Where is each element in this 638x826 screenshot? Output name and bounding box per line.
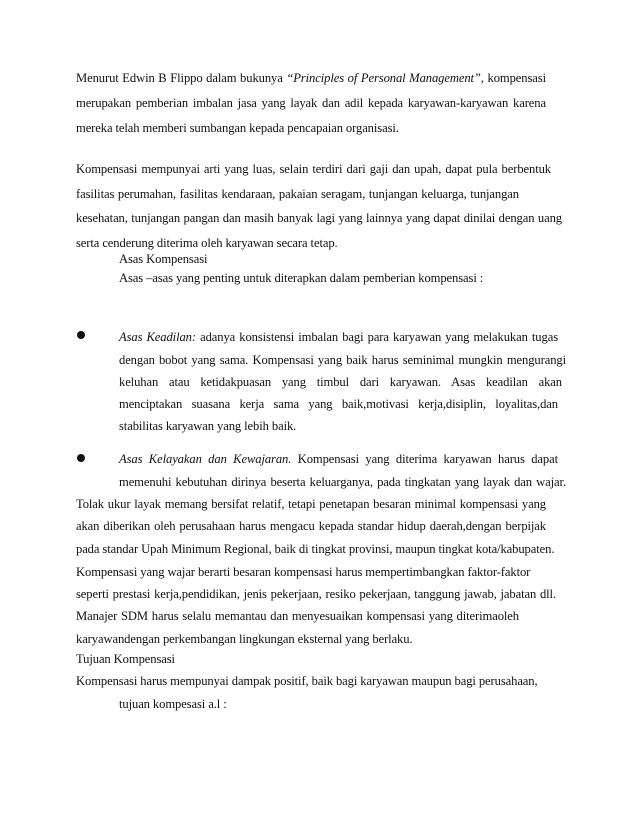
p2-line-2: fasilitas perumahan, fasilitas kendaraan, pakaian seragam, tunjangan keluarga, tunjangan (76, 187, 519, 201)
p4-line-2: tujuan kompesasi a.l : (119, 697, 227, 711)
bullet-1-term: Asas Keadilan: (119, 330, 196, 344)
p2-line-3: kesehatan, tunjangan pangan dan masih banyak lagi yang lainnya yang dapat dinilai dengan uang (76, 211, 562, 225)
p1-line-1-tail: kompensasi (483, 71, 546, 85)
p1-line-3: mereka telah memberi sumbangan kepada pencapaian organisasi. (76, 121, 399, 135)
bullet-2-line-1 (119, 451, 558, 467)
asas-intro: Asas –asas yang penting untuk diterapkan dalam pemberian kompensasi : (119, 271, 484, 285)
p1-line-2: merupakan pemberian imbalan jasa yang layak dan adil kepada karyawan-karyawan karena (76, 96, 546, 110)
bullet-1-line-1-text: adanya konsistensi imbalan bagi para karyawan yang melakukan tugas (195, 330, 558, 344)
bullet-1-line-4: menciptakan suasana kerja sama yang baik,motivasi kerja,disiplin, loyalitas,dan (119, 397, 558, 411)
p3-line-5: seperti prestasi kerja,pendidikan, jenis pekerjaan, resiko pekerjaan, tanggung jawab, jabatan dll. (76, 587, 556, 601)
p3-line-1: Tolak ukur layak memang bersifat relatif, tetapi penetapan besaran minimal kompensasi yang (76, 497, 546, 511)
p1-line-1-text: Menurut Edwin B Flippo dalam bukunya (76, 71, 287, 85)
p4-line-1: Kompensasi harus mempunyai dampak positif, baik bagi karyawan maupun bagi perusahaan, (76, 674, 538, 688)
bullet-2-dot (77, 454, 85, 462)
p2-line-1: Kompensasi mempunyai arti yang luas, selain terdiri dari gaji dan upah, dapat pula berbentuk (76, 162, 551, 176)
bullet-2-line-1-text: Kompensasi yang diterima karyawan harus dapat (291, 452, 558, 466)
p1-line-1 (76, 70, 546, 86)
bullet-1-line-3: keluhan atau ketidakpuasan yang timbul dari karyawan. Asas keadilan akan (119, 375, 562, 389)
book-title: “Principles of Personal Management”, (286, 71, 484, 85)
p3-line-3: pada standar Upah Minimum Regional, baik di tingkat provinsi, maupun tingkat kota/kabupaten. (76, 542, 555, 556)
asas-heading: Asas Kompensasi (119, 252, 208, 266)
p2-line-4: serta cenderung diterima oleh karyawan secara tetap. (76, 236, 338, 250)
bullet-2-term: Asas Kelayakan dan Kewajaran. (119, 452, 292, 466)
bullet-1-line-1 (119, 329, 558, 345)
p3-line-4: Kompensasi yang wajar berarti besaran kompensasi harus mempertimbangkan faktor-faktor (76, 565, 531, 579)
p3-line-7: karyawandengan perkembangan lingkungan eksternal yang berlaku. (76, 632, 413, 646)
bullet-1-line-5: stabilitas karyawan yang lebih baik. (119, 419, 297, 433)
p3-line-2: akan diberikan oleh perusahaan harus mengacu kepada standar hidup daerah,dengan berpijak (76, 519, 546, 533)
p3-line-6: Manajer SDM harus selalu memantau dan menyesuaikan kompensasi yang diterimaoleh (76, 609, 519, 623)
bullet-2-line-2: memenuhi kebutuhan dirinya beserta keluarganya, pada tingkatan yang layak dan wajar. (119, 475, 566, 489)
bullet-1-line-2: dengan bobot yang sama. Kompensasi yang baik harus seminimal mungkin mengurangi (119, 353, 566, 367)
bullet-1-dot (77, 331, 85, 339)
tujuan-heading: Tujuan Kompensasi (76, 652, 175, 666)
